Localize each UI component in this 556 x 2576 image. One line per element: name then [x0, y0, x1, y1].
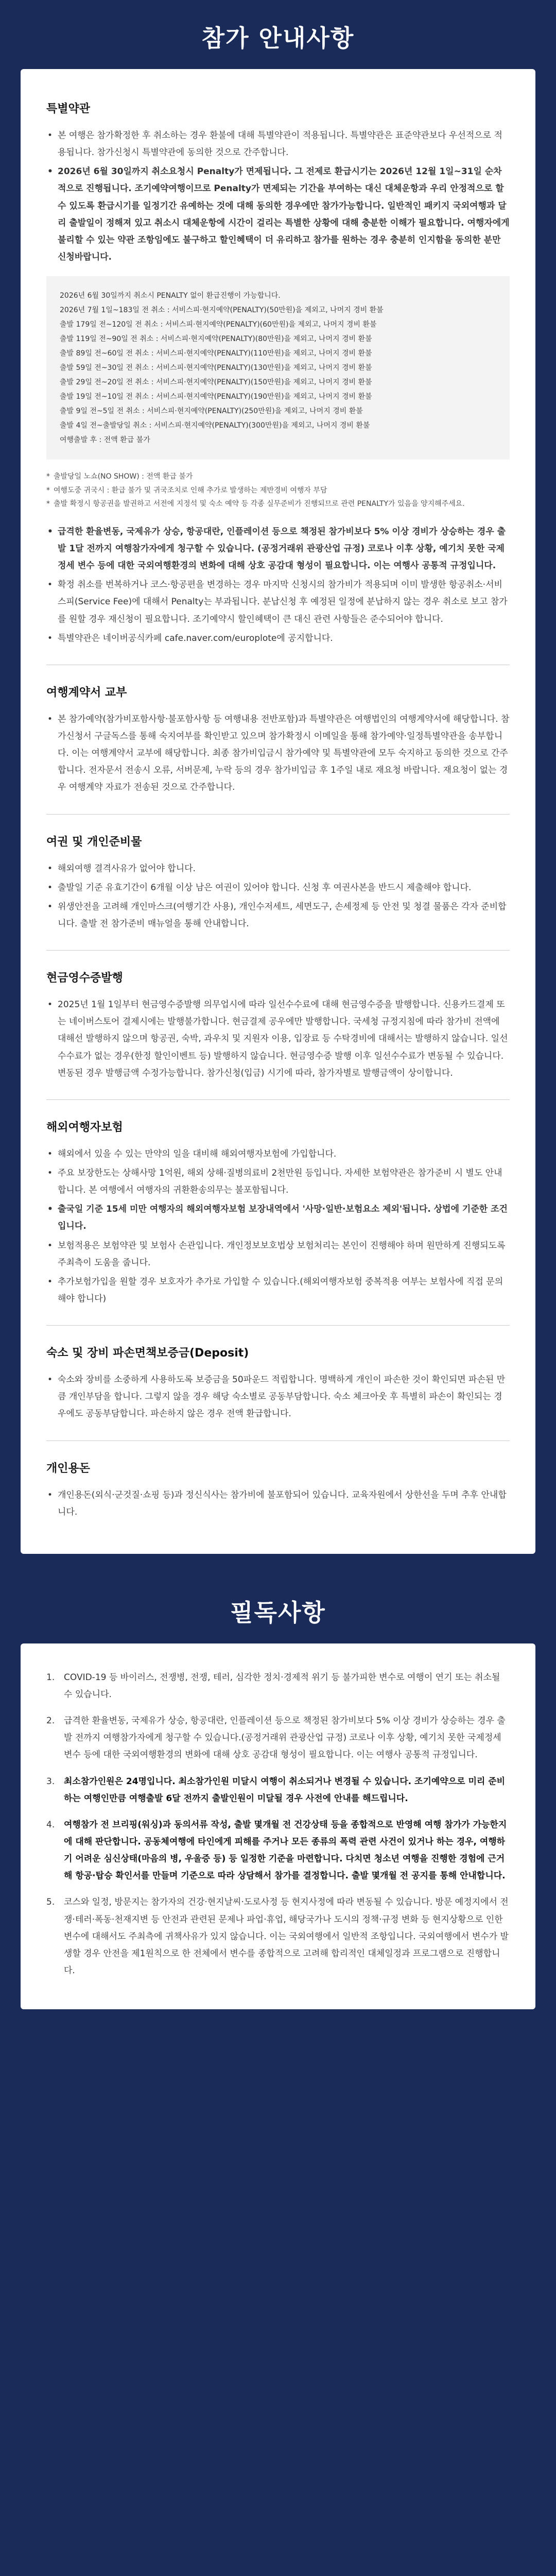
item-number: 1.: [46, 1672, 55, 1683]
list-item: • 본 참가예약(참가비포함사항·불포함사항 등 여행내용 전반포함)과 특별약관은 여행법인의 여행계약서에 해당합니다. 참가신청서 구글독스를 통해 숙지여부를 확인받고 있으며 참가확정시 이메일을 통해 참가예약·일정특별약관을 송부합니다. 이는 여행계약서 교부에 해당합니다. 최종 참가비입금시 참가예약 및 특별약관에 모두 숙지하고 동의한 것으로 간주합니다. 전자문서 전송시 오류, 서버문제, 누락 등의 경우 참가비입금 후 1주일 내로 재요청 바랍니다. 재요청이 없는 경우 여행계약 자료가 전송된 것으로 간주합니다.: [46, 711, 510, 796]
special-terms-list: [46, 127, 510, 266]
divider: [46, 1099, 510, 1100]
deposit-list: [46, 1371, 510, 1422]
header-band-must-read: [0, 1574, 556, 1643]
page-title: 참가 안내사항: [201, 24, 355, 52]
list-item: • 위생안전을 고려해 개인마스크(여행기간 사용), 개인수저세트, 세면도구, 손세정제 등 안전 및 청결 물품은 각자 준비합니다. 출발 전 참가준비 매뉴얼을 통해 안내합니다.: [46, 899, 510, 933]
list-item: • 주요 보장한도는 상해사망 1억원, 해외 상해·질병의료비 2천만원 등입니다. 자세한 보험약관은 참가준비 시 별도 안내합니다. 본 여행에서 여행자의 귀환환송의무는 불포함됩니다.: [46, 1165, 510, 1199]
section-title-pocket-money: 개인용돈: [46, 1462, 91, 1475]
item-text: COVID-19 등 바이러스, 전쟁병, 전쟁, 테러, 심각한 정치·경제적 위기 등 불가피한 변수로 여행이 연기 또는 취소될 수 있습니다.: [64, 1672, 500, 1700]
note-line: * 출발 확정시 항공권을 발권하고 서전에 지정석 및 숙소 예약 등 각종 실무준비가 진행되므로 관련 PENALTY가 있음을 양지해주세요.: [46, 497, 510, 511]
must-read-title: 필독사항: [230, 1598, 326, 1626]
must-read-list: [46, 1669, 510, 1979]
list-item: • 2025년 1월 1일부터 현금영수증발행 의무업시에 따라 일선수수료에 대해 현금영수증을 발행합니다. 신용카드결제 또는 네이버스토어 결제시에는 발행불가합니다. 현금결제 공우에만 발행합니다. 국세청 규정지침에 따라 참가비 전액에 대해선 발행하지 않으며 항공권, 숙박, 과우치 및 지원자 이용, 입장료 등 수탁경비에 대해서는 발행하지 않습니다. 일선수수료가 없는 경우(한정 할인이벤트 등) 발행하지 않습니다. 현금영수증 발행 이후 일선수수료가 변동될 수 있습니다. 변동된 경우 발행금액 수정가능합니다. 참가신청(입금) 시기에 따라, 참가자별로 발행금액이 상이합니다.: [46, 996, 510, 1082]
must-read-card: [21, 1643, 535, 2009]
penalty-line: 출발 9일 전~5일 전 취소 : 서비스피·현지예약(PENALTY)(250만원)을 제외고, 나머지 경비 환불: [60, 407, 363, 416]
penalty-line: 출발 89일 전~60일 전 취소 : 서비스피·현지예약(PENALTY)(110만원)을 제외고, 나머지 경비 환불: [60, 349, 372, 358]
section-title-insurance: 해외여행자보험: [46, 1121, 123, 1134]
section-title-passport: 여권 및 개인준비물: [46, 835, 142, 849]
pocket-money-list: [46, 1487, 510, 1521]
info-card: [21, 69, 535, 1554]
penalty-line: 2026년 7월 1일~183일 전 취소 : 서비스피·현지예약(PENALTY)(50만원)을 제외고, 나머지 경비 환불: [60, 306, 384, 315]
insurance-list: [46, 1146, 510, 1308]
list-item: • 특별약관은 네이버공식카페 cafe.naver.com/europlote에 공지합니다.: [46, 630, 510, 647]
item-text: 급격한 환율변동, 국제유가 상승, 항공대란, 인플레이션 등으로 책정된 참가비보다 5% 이상 경비가 상승하는 경우 출발 전까지 여행참가자에게 청구할 수 있습니다.(공정거래위 관광산업 규정) 코로나 이후 상황, 예기치 못한 국제정세 변수 등에 대한 국외여행환경의 변화에 대해 상호 공감대 형성이 필요합니다. 이는 여행사 공통적 규정입니다.: [64, 1716, 506, 1760]
item-number: 5.: [46, 1897, 55, 1908]
list-item: • 본 여행은 참가확정한 후 취소하는 경우 환불에 대해 특별약관이 적용됩니다. 특별약관은 표준약관보다 우선적으로 적용됩니다. 참가신청시 특별약관에 동의한 것으로 간주합니다.: [46, 127, 510, 161]
list-item: • 급격한 환율변동, 국제유가 상승, 항공대란, 인플레이션 등으로 책정된 참가비보다 5% 이상 경비가 상승하는 경우 출발 1달 전까지 여행참가자에게 청구할 수 있습니다. (공정거래위 관광산업 규정) 코로나 이후 상황, 예기치 못한 국제정세 변수 등에 대한 국외여행환경의 변화에 대해 상호 공감대 형성이 필요합니다. 이는 여행사 공통적 규정입니다.: [46, 523, 510, 574]
numbered-item: [46, 1713, 510, 1764]
list-item: • 보험적용은 보험약관 및 보험사 손관입니다. 개인정보보호법상 보험처리는 본인이 진행해야 하며 원만하게 진행되도록 주최측이 도움을 줍니다.: [46, 1238, 510, 1272]
penalty-line: 여행출발 후 : 전액 환급 불가: [60, 436, 150, 445]
numbered-item: [46, 1894, 510, 1979]
divider: [46, 950, 510, 951]
divider: [46, 1325, 510, 1326]
note-line: * 여행도중 귀국시 : 환급 불가 및 귀국조치로 인해 추가로 발생하는 제반경비 여행자 부담: [46, 484, 510, 498]
list-item: • 2026년 6월 30일까지 취소요청시 Penalty가 면제됩니다. 그 전제로 환급시기는 2026년 12월 1일~31일 순차적으로 진행됩니다. 조기예약여행이므로 Penalty가 면제되는 기간을 부여하는 대신 대체운항과 우리 안정적으로 할 수 있도록 환급시기를 일정기간 유예하는 것에 대해 동의한 경우에만 참가가능합니다. 일반적인 패키지 국외여행과 달리 출발일이 정해져 있고 취소시 대체운항에 시간이 걸리는 특별한 상황에 대해 충분한 이해가 필요합니다. 여행자에게 불리할 수 있는 약관 조항임에도 불구하고 할인혜택이 더 유리하고 참가를 원하는 경우 충분히 인지함을 동의한 분만 신청바랍니다.: [46, 163, 510, 266]
item-number: 4.: [46, 1819, 55, 1830]
list-item: • 추가보험가입을 원할 경우 보호자가 추가로 가입할 수 있습니다.(해외여행자보험 중복적용 여부는 보험사에 직접 문의해야 합니다): [46, 1274, 510, 1308]
numbered-item: [46, 1669, 510, 1703]
item-text: 여행참가 전 브리핑(워싱)과 동의서류 작성, 출발 몇개월 전 건강상태 등을 종합적으로 반영해 여행 참가가 가능한지에 대해 판단합니다. 공동체여행에 타인에게 피해를 주거나 모든 종류의 폭력 관련 사건이 있거나 하는 경우, 여행하기 어려운 심신상태(마음의 병, 우울증 등) 등 일정한 기준을 마련합니다. 다치면 청소년 여행을 진행한 경험에 근거해 항공·탑승 확인서를 만들며 기준으로 따라 상담해서 참가를 결정합니다. 출발 몇개월 전 공지를 통해 안내합니다.: [64, 1819, 507, 1882]
penalty-line: 출발 59일 전~30일 전 취소 : 서비스피·현지예약(PENALTY)(130만원)을 제외고, 나머지 경비 환불: [60, 364, 372, 372]
penalty-line: 출발 119일 전~90일 전 취소 : 서비스피·현지예약(PENALTY)(80만원)을 제외고, 나머지 경비 환불: [60, 335, 372, 344]
list-item: • 개인용돈(외식·군것질·쇼핑 등)과 정신식사는 참가비에 불포함되어 있습니다. 교육자원에서 상한선을 두며 추후 안내합니다.: [46, 1487, 510, 1521]
list-item: • 출발일 기준 유효기간이 6개월 이상 남은 여권이 있어야 합니다. 신청 후 여권사본을 반드시 제출해야 합니다.: [46, 879, 510, 896]
list-item: • 해외에서 있을 수 있는 만약의 일을 대비해 해외여행자보험에 가입합니다.: [46, 1146, 510, 1163]
penalty-line: 출발 179일 전~120일 전 취소 : 서비스피·현지예약(PENALTY)(60만원)을 제외고, 나머지 경비 환불: [60, 320, 377, 329]
section-title-special-terms: 특별약관: [46, 103, 91, 115]
divider: [46, 1440, 510, 1441]
list-item: • 출국일 기준 15세 미만 여행자의 해외여행자보험 보장내역에서 '사망·일반·보험요소 제외'됩니다. 상법에 기준한 조건입니다.: [46, 1201, 510, 1235]
divider: [46, 814, 510, 815]
numbered-item: [46, 1817, 510, 1885]
passport-list: [46, 860, 510, 933]
refund-extra-list: [46, 523, 510, 647]
receipt-list: [46, 996, 510, 1082]
list-item: • 숙소와 장비를 소중하게 사용하도록 보증금을 50파운드 적립합니다. 명백하게 개인이 파손한 것이 확인되면 파손된 만큼 개인부담을 합니다. 그렇지 않을 경우 해당 숙소별로 공동부담합니다. 숙소 체크아웃 후 특별히 파손이 확인되는 경우에도 공동부담합니다. 파손하지 않은 경우 전액 환급합니다.: [46, 1371, 510, 1422]
penalty-line: 출발 4일 전~출발당일 취소 : 서비스피·현지예약(PENALTY)(300만원)을 제외고, 나머지 경비 환불: [60, 421, 370, 430]
list-item: • 확정 취소를 번복하거나 코스·항공편을 변경하는 경우 마지막 신청시의 참가비가 적용되며 이미 발생한 항공취소·서비스피(Service Fee)에 대해서 Penalty는 부과됩니다. 분납신청 후 예정된 일정에 분납하지 않는 경우 취소로 보고 참가를 원할 경우 재신청이 필요합니다. 조기예약시 할인혜택이 큰 대신 관련 사항들은 준수되어야 합니다.: [46, 577, 510, 628]
item-text: 최소참가인원은 24명입니다. 최소참가인원 미달시 여행이 취소되거나 변경될 수 있습니다. 조기예약으로 미리 준비하는 여행인만큼 여행출발 6달 전까지 출발인원이 미달될 경우 사전에 안내를 해드립니다.: [64, 1776, 506, 1804]
penalty-line: 출발 19일 전~10일 전 취소 : 서비스피·현지예약(PENALTY)(190만원)을 제외고, 나머지 경비 환불: [60, 393, 372, 401]
item-number: 3.: [46, 1776, 55, 1787]
list-item: • 해외여행 결격사유가 없어야 합니다.: [46, 860, 510, 877]
header-band: [0, 0, 556, 69]
penalty-box: [46, 276, 510, 460]
section-title-contract: 여행계약서 교부: [46, 686, 127, 699]
numbered-item: [46, 1773, 510, 1807]
note-line: * 출발당일 노쇼(NO SHOW) : 전액 환급 불가: [46, 470, 510, 484]
section-title-deposit: 숙소 및 장비 파손면책보증금(Deposit): [46, 1347, 249, 1360]
penalty-notes: [46, 470, 510, 511]
section-title-receipt: 현금영수증발행: [46, 972, 123, 985]
penalty-line: 출발 29일 전~20일 전 취소 : 서비스피·현지예약(PENALTY)(150만원)을 제외고, 나머지 경비 환불: [60, 378, 372, 387]
contract-list: [46, 711, 510, 796]
item-number: 2.: [46, 1716, 55, 1726]
penalty-line: 2026년 6월 30일까지 취소시 PENALTY 없이 환급진행이 가능합니다.: [60, 292, 281, 300]
item-text: 코스와 일정, 방문지는 참가자의 건강·현지날씨·도로사정 등 현지사정에 따라 변동될 수 있습니다. 방문 예정지에서 전쟁·테러·폭동·천재지변 등 안전과 관련된 문제나 파업·휴업, 해당국가나 도시의 정책·규정 변화 등 현지상황으로 인한 변수에 대해서도 주최측에 귀책사유가 있지 않습니다. 이는 국외여행에서 일반적 조항입니다. 국외여행에서 변수가 발생할 경우 안전을 제1원칙으로 한 전체에서 변수를 종합적으로 고려해 합리적인 대체일정과 프로그램으로 진행합니다.: [64, 1897, 509, 1976]
